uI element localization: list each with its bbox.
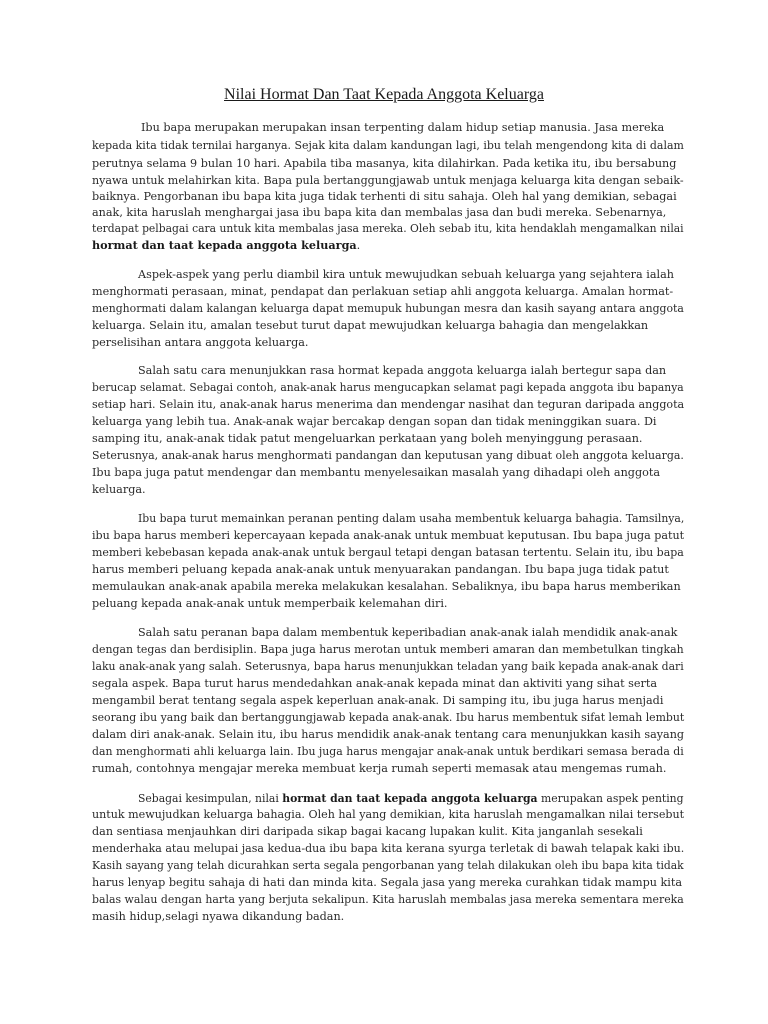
paragraph-3-line: berucap selamat. Sebagai contoh, anak-anak harus mengucapkan selamat pagi kepada anggota ibu bapanya — [92, 381, 684, 394]
text-segment: merupakan aspek penting — [537, 792, 684, 805]
paragraph-2-line: perselisihan antara anggota keluarga. — [92, 336, 309, 349]
paragraph-5-line: seorang ibu yang baik dan bertanggungjawab kepada anak-anak. Ibu harus membentuk sifat lemah lembut — [92, 711, 685, 724]
paragraph-3-line: keluarga. — [92, 483, 146, 496]
paragraph-4-line: harus memberi peluang kepada anak-anak untuk menyuarakan pandangan. Ibu bapa juga tidak patut — [92, 563, 669, 576]
paragraph-3-line: samping itu, anak-anak tidak patut mengeluarkan perkataan yang boleh menyinggung perasaan. — [92, 432, 643, 445]
paragraph-5-line: dalam diri anak-anak. Selain itu, ibu harus mendidik anak-anak tentang cara menunjukkan kasih sayang — [92, 728, 685, 741]
text-segment: Sebagai kesimpulan, nilai — [138, 792, 283, 805]
paragraph-3-line: Ibu bapa juga patut mendengar dan membantu menyelesaikan masalah yang dihadapi oleh anggota — [92, 466, 661, 479]
paragraph-1-line: terdapat pelbagai cara untuk kita membalas jasa mereka. Oleh sebab itu, kita hendaklah mengamalkan nilai — [92, 222, 684, 235]
paragraph-4-line: memberi kebebasan kepada anak-anak untuk bergaul tetapi dengan batasan tertentu. Selain itu, ibu bapa — [92, 546, 684, 559]
punctuation: . — [356, 239, 361, 252]
paragraph-4-line: Ibu bapa turut memainkan peranan penting dalam usaha membentuk keluarga bahagia. Tamsilnya, — [138, 512, 685, 525]
paragraph-5-line: dan menghormati ahli keluarga lain. Ibu juga harus mengajar anak-anak untuk berdikari semasa berada di — [92, 745, 684, 758]
paragraph-1-line: Ibu bapa merupakan merupakan insan terpenting dalam hidup setiap manusia. Jasa mereka — [141, 121, 665, 134]
paragraph-2-line: keluarga. Selain itu, amalan tesebut turut dapat mewujudkan keluarga bahagia dan mengelakkan — [92, 319, 649, 332]
paragraph-6-line: balas walau dengan harta yang berjuta sekalipun. Kita haruslah membalas jasa mereka sementara mereka — [92, 893, 684, 906]
document-title: Nilai Hormat Dan Taat Kepada Anggota Keluarga — [224, 86, 544, 103]
emphasis-text: hormat dan taat kepada anggota keluarga — [92, 238, 357, 252]
paragraph-6-line: menderhaka atau melupai jasa kedua-dua ibu bapa kita kerana syurga terletak di bawah telapak kaki ibu. — [92, 842, 685, 855]
paragraph-5-line: laku anak-anak yang salah. Seterusnya, bapa harus menunjukkan teladan yang baik kepada anak-anak dari — [92, 660, 684, 673]
paragraph-1-line: baiknya. Pengorbanan ibu bapa kita juga tidak terhenti di situ sahaja. Oleh hal yang demikian, sebagai — [92, 190, 677, 203]
paragraph-6-line: dan sentiasa menjauhkan diri daripada sikap bagai kacang lupakan kulit. Kita janganlah sesekali — [92, 825, 643, 838]
paragraph-5-line: mengambil berat tentang segala aspek keperluan anak-anak. Di samping itu, ibu juga harus menjadi — [92, 694, 664, 707]
paragraph-6-line: masih hidup,selagi nyawa dikandung badan. — [92, 910, 345, 923]
paragraph-1-line: nyawa untuk melahirkan kita. Bapa pula bertanggungjawab untuk menjaga keluarga kita dengan sebaik- — [92, 174, 684, 187]
paragraph-5-line: Salah satu peranan bapa dalam membentuk keperibadian anak-anak ialah mendidik anak-anak — [138, 626, 678, 639]
paragraph-2-line: menghormati dalam kalangan keluarga dapat memupuk hubungan mesra dan kasih sayang antara anggota — [92, 302, 684, 315]
paragraph-4-line: ibu bapa harus memberi kepercayaan kepada anak-anak untuk membuat keputusan. Ibu bapa juga patut — [92, 529, 685, 542]
paragraph-5-line: segala aspek. Bapa turut harus mendedahkan anak-anak kepada minat dan aktiviti yang sihat serta — [92, 677, 658, 690]
paragraph-6-line: Kasih sayang yang telah dicurahkan serta segala pengorbanan yang telah dilakukan oleh ibu bapa kita tidak — [92, 859, 684, 872]
paragraph-4-line: memulaukan anak-anak apabila mereka melakukan kesalahan. Sebaliknya, ibu bapa harus memberikan — [92, 580, 681, 593]
paragraph-2-line: Aspek-aspek yang perlu diambil kira untuk mewujudkan sebuah keluarga yang sejahtera ialah — [138, 268, 674, 281]
paragraph-5-line: dengan tegas dan berdisiplin. Bapa juga harus merotan untuk memberi amaran dan membetulkan tingkah — [92, 643, 684, 656]
paragraph-6-line: untuk mewujudkan keluarga bahagia. Oleh hal yang demikian, kita haruslah mengamalkan nilai tersebut — [92, 808, 685, 821]
paragraph-6-first-line — [138, 791, 684, 806]
paragraph-3-line: Salah satu cara menunjukkan rasa hormat kepada anggota keluarga ialah bertegur sapa dan — [138, 364, 667, 377]
paragraph-3-line: keluarga yang lebih tua. Anak-anak wajar bercakap dengan sopan dan tidak meninggikan suara. Di — [92, 415, 657, 428]
emphasis-text: hormat dan taat kepada anggota keluarga — [282, 791, 538, 805]
paragraph-5-line: rumah, contohnya mengajar mereka membuat kerja rumah seperti memasak atau mengemas rumah. — [92, 762, 667, 775]
paragraph-3-line: setiap hari. Selain itu, anak-anak harus menerima dan mendengar nasihat dan teguran daripada anggota — [92, 398, 685, 411]
paragraph-1-last-line — [92, 238, 360, 253]
paragraph-1-line: anak, kita haruslah menghargai jasa ibu bapa kita dan membalas jasa dan budi mereka. Sebenarnya, — [92, 206, 667, 219]
paragraph-1-line: kepada kita tidak ternilai harganya. Sejak kita dalam kandungan lagi, ibu telah mengendong kita di dalam — [92, 139, 684, 152]
paragraph-4-line: peluang kepada anak-anak untuk memperbaik kelemahan diri. — [92, 597, 448, 610]
paragraph-2-line: menghormati perasaan, minat, pendapat dan perlakuan setiap ahli anggota keluarga. Amalan hormat- — [92, 285, 674, 298]
paragraph-3-line: Seterusnya, anak-anak harus menghormati pandangan dan keputusan yang dibuat oleh anggota keluarga. — [92, 449, 684, 462]
paragraph-6-line: harus lenyap begitu sahaja di hati dan minda kita. Segala jasa yang mereka curahkan tidak mampu kita — [92, 876, 683, 889]
paragraph-1-line: perutnya selama 9 bulan 10 hari. Apabila tiba masanya, kita dilahirkan. Pada ketika itu, ibu bersabung — [92, 157, 677, 170]
